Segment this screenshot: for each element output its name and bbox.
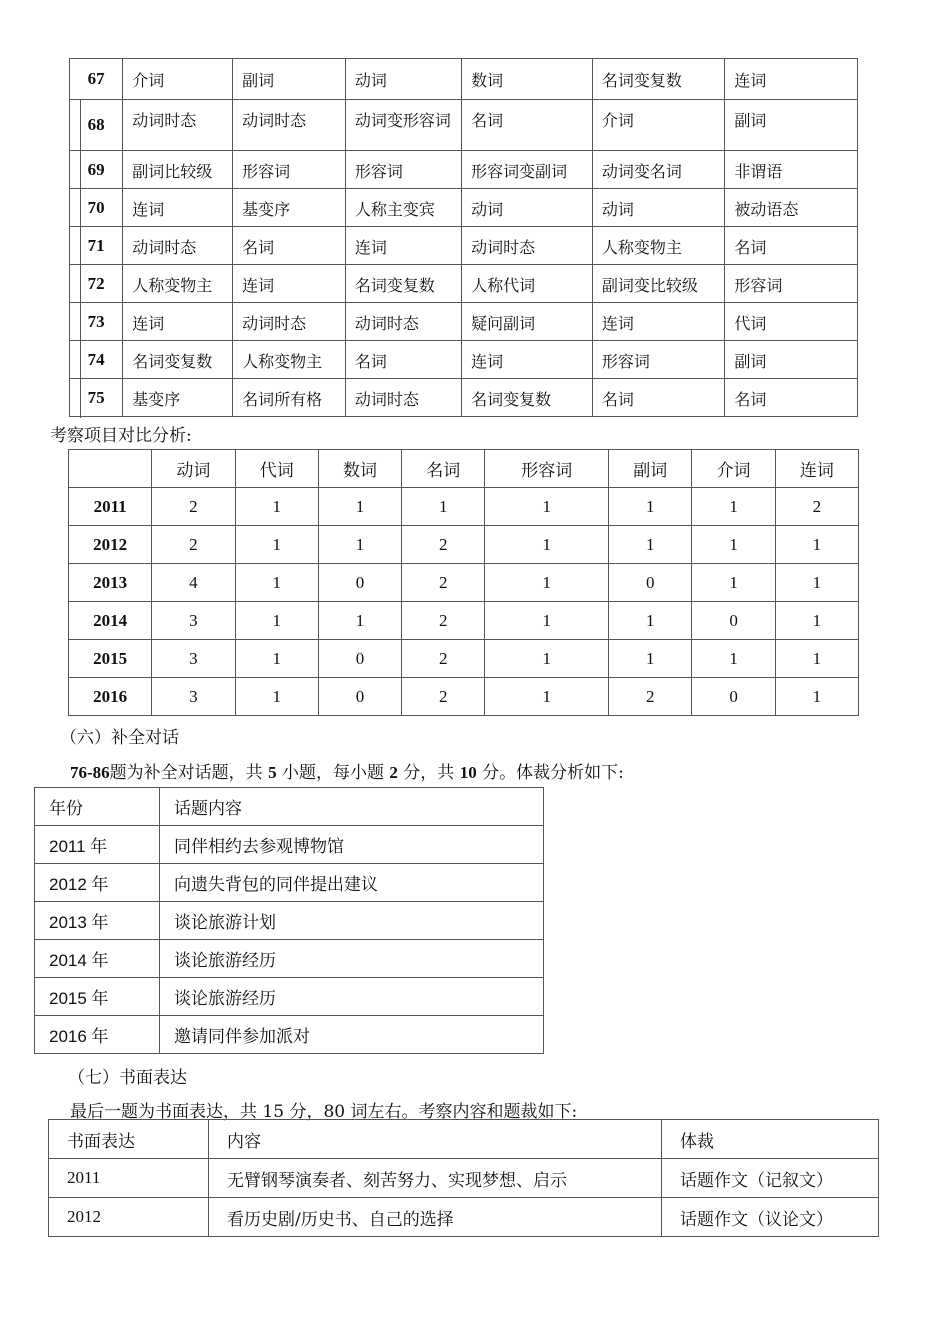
count-cell: 1	[775, 564, 858, 602]
question-number: 67	[70, 59, 123, 100]
table-cell: 动词变形容词	[345, 100, 461, 151]
table-row	[35, 978, 544, 1016]
table-cell: 连词	[123, 303, 233, 341]
count-cell: 3	[152, 602, 235, 640]
table-cell: 形容词	[725, 265, 858, 303]
table-cell: 名词	[345, 341, 461, 379]
year-cell: 2013	[69, 564, 152, 602]
table-header-row	[49, 1120, 879, 1159]
table-cell: 人称变物主	[123, 265, 233, 303]
column-header: 代词	[235, 450, 318, 488]
count-cell: 1	[235, 526, 318, 564]
year-cell: 2012	[69, 526, 152, 564]
table-cell: 动词时态	[462, 227, 593, 265]
count-cell: 1	[235, 564, 318, 602]
table-cell: 动词时态	[123, 100, 233, 151]
table-cell: 形容词变副词	[462, 151, 593, 189]
column-header: 动词	[152, 450, 235, 488]
count-cell: 1	[402, 488, 485, 526]
question-number: 70	[70, 189, 123, 227]
table-cell: 非谓语	[725, 151, 858, 189]
table-row	[70, 265, 858, 303]
count-cell: 2	[402, 602, 485, 640]
content-cell: 看历史剧/历史书、自己的选择	[209, 1198, 662, 1237]
year-cell: 2011	[49, 1159, 209, 1198]
table-cell: 副词变比较级	[592, 265, 725, 303]
table-cell: 动词变名词	[592, 151, 725, 189]
table-row	[69, 602, 859, 640]
table-cell: 动词时态	[233, 303, 346, 341]
table-cell: 人称主变宾	[345, 189, 461, 227]
year-cell: 2011	[69, 488, 152, 526]
count-cell: 1	[692, 640, 775, 678]
count-cell: 2	[152, 526, 235, 564]
table-cell: 名词所有格	[233, 379, 346, 417]
table-cell: 连词	[725, 59, 858, 100]
year-cell: 2016 年	[35, 1016, 160, 1054]
count-cell: 1	[318, 488, 401, 526]
table-cell: 数词	[462, 59, 593, 100]
count-cell: 2	[402, 526, 485, 564]
table-row	[70, 100, 858, 151]
topic-cell: 谈论旅游经历	[160, 940, 544, 978]
table-cell: 名词变复数	[123, 341, 233, 379]
topic-cell: 同伴相约去参观博物馆	[160, 826, 544, 864]
table-cell: 连词	[592, 303, 725, 341]
table-row	[69, 678, 859, 716]
table-cell: 连词	[233, 265, 346, 303]
year-cell: 2015	[69, 640, 152, 678]
topic-cell: 邀请同伴参加派对	[160, 1016, 544, 1054]
table-row	[35, 940, 544, 978]
count-cell: 0	[318, 564, 401, 602]
column-header: 连词	[775, 450, 858, 488]
question-number: 73	[70, 303, 123, 341]
column-header: 介词	[692, 450, 775, 488]
table-header-row	[35, 788, 544, 826]
table-header-row	[69, 450, 859, 488]
table-cell: 名词	[233, 227, 346, 265]
count-cell: 1	[485, 564, 609, 602]
column-header	[69, 450, 152, 488]
count-cell: 1	[485, 678, 609, 716]
table-cell: 名词	[592, 379, 725, 417]
table-cell: 动词时态	[233, 100, 346, 151]
table-cell: 动词	[592, 189, 725, 227]
count-cell: 1	[318, 602, 401, 640]
table-row	[49, 1198, 879, 1237]
table-row	[35, 902, 544, 940]
topic-cell: 谈论旅游经历	[160, 978, 544, 1016]
count-cell: 0	[318, 678, 401, 716]
count-cell: 1	[485, 602, 609, 640]
column-header: 话题内容	[160, 788, 544, 826]
count-cell: 0	[692, 602, 775, 640]
table-cell: 被动语态	[725, 189, 858, 227]
column-header: 体裁	[662, 1120, 879, 1159]
table-cell: 形容词	[345, 151, 461, 189]
count-cell: 2	[775, 488, 858, 526]
count-cell: 0	[692, 678, 775, 716]
table-cell: 名词	[725, 227, 858, 265]
count-cell: 2	[402, 678, 485, 716]
table-cell: 动词	[345, 59, 461, 100]
count-cell: 1	[318, 526, 401, 564]
section-7-heading: （七）书面表达	[68, 1068, 187, 1088]
table-cell: 名词变复数	[345, 265, 461, 303]
count-cell: 2	[402, 640, 485, 678]
count-cell: 1	[235, 678, 318, 716]
table-cell: 人称代词	[462, 265, 593, 303]
section-6-heading: （六）补全对话	[60, 728, 179, 748]
question-number: 74	[70, 341, 123, 379]
writing-topics-table	[48, 1119, 879, 1237]
count-cell: 1	[609, 602, 692, 640]
table-cell: 代词	[725, 303, 858, 341]
count-cell: 1	[485, 640, 609, 678]
column-header: 形容词	[485, 450, 609, 488]
count-cell: 1	[775, 526, 858, 564]
count-cell: 1	[235, 640, 318, 678]
year-cell: 2014 年	[35, 940, 160, 978]
count-cell: 1	[485, 488, 609, 526]
topic-cell: 向遗失背包的同伴提出建议	[160, 864, 544, 902]
analysis-label: 考察项目对比分析:	[50, 426, 192, 446]
table-row	[49, 1159, 879, 1198]
table-cell: 动词时态	[345, 303, 461, 341]
count-cell: 1	[609, 640, 692, 678]
count-cell: 2	[152, 488, 235, 526]
count-cell: 1	[775, 640, 858, 678]
year-cell: 2013 年	[35, 902, 160, 940]
count-cell: 3	[152, 678, 235, 716]
table-cell: 副词比较级	[123, 151, 233, 189]
column-header: 副词	[609, 450, 692, 488]
count-cell: 0	[609, 564, 692, 602]
column-header: 书面表达	[49, 1120, 209, 1159]
count-cell: 1	[692, 488, 775, 526]
category-comparison-table	[68, 449, 859, 716]
count-cell: 1	[235, 488, 318, 526]
table-row	[70, 151, 858, 189]
table-cell: 动词	[462, 189, 593, 227]
table-row	[70, 379, 858, 417]
table-row	[69, 488, 859, 526]
count-cell: 1	[609, 488, 692, 526]
table-row	[70, 227, 858, 265]
genre-cell: 话题作文（记叙文）	[662, 1159, 879, 1198]
count-cell: 4	[152, 564, 235, 602]
dialogue-topics-table	[34, 787, 544, 1054]
count-cell: 1	[775, 678, 858, 716]
table-cell: 基变序	[233, 189, 346, 227]
table-cell: 副词	[725, 341, 858, 379]
year-cell: 2012 年	[35, 864, 160, 902]
table-cell: 动词时态	[123, 227, 233, 265]
count-cell: 1	[692, 526, 775, 564]
question-number: 69	[70, 151, 123, 189]
table-row	[70, 189, 858, 227]
count-cell: 1	[485, 526, 609, 564]
table-row	[69, 640, 859, 678]
table-cell: 动词时态	[345, 379, 461, 417]
table-row	[35, 826, 544, 864]
count-cell: 1	[775, 602, 858, 640]
table-row	[35, 864, 544, 902]
table-cell: 名词变复数	[592, 59, 725, 100]
table-cell: 基变序	[123, 379, 233, 417]
count-cell: 0	[318, 640, 401, 678]
table-row	[69, 526, 859, 564]
section-6-intro: 76-86题为补全对话题，共 5 小题，每小题 2 分，共 10 分。体裁分析如下:	[70, 763, 624, 783]
table-row	[35, 1016, 544, 1054]
table-row	[70, 303, 858, 341]
content-cell: 无臂钢琴演奏者、刻苦努力、实现梦想、启示	[209, 1159, 662, 1198]
year-cell: 2011 年	[35, 826, 160, 864]
genre-cell: 话题作文（议论文）	[662, 1198, 879, 1237]
question-number: 75	[70, 379, 123, 417]
count-cell: 3	[152, 640, 235, 678]
question-number: 71	[70, 227, 123, 265]
grammar-points-table	[69, 58, 858, 417]
table-cell: 副词	[233, 59, 346, 100]
year-cell: 2016	[69, 678, 152, 716]
table-row	[70, 59, 858, 100]
table-cell: 人称变物主	[592, 227, 725, 265]
table-cell: 人称变物主	[233, 341, 346, 379]
count-cell: 1	[235, 602, 318, 640]
column-header: 名词	[402, 450, 485, 488]
table-cell: 连词	[462, 341, 593, 379]
count-cell: 2	[609, 678, 692, 716]
table-cell: 疑问副词	[462, 303, 593, 341]
table-cell: 形容词	[592, 341, 725, 379]
year-cell: 2012	[49, 1198, 209, 1237]
table-cell: 名词变复数	[462, 379, 593, 417]
table-cell: 介词	[592, 100, 725, 151]
question-number: 72	[70, 265, 123, 303]
table-row	[69, 564, 859, 602]
table-cell: 副词	[725, 100, 858, 151]
column-header: 数词	[318, 450, 401, 488]
table-cell: 介词	[123, 59, 233, 100]
year-cell: 2014	[69, 602, 152, 640]
table-row	[70, 341, 858, 379]
table-cell: 连词	[345, 227, 461, 265]
table-cell: 形容词	[233, 151, 346, 189]
table-cell: 名词	[725, 379, 858, 417]
column-header: 年份	[35, 788, 160, 826]
year-cell: 2015 年	[35, 978, 160, 1016]
count-cell: 1	[692, 564, 775, 602]
table-cell: 连词	[123, 189, 233, 227]
topic-cell: 谈论旅游计划	[160, 902, 544, 940]
section-7-intro: 最后一题为书面表达，共 15 分，80 词左右。考察内容和题裁如下:	[70, 1102, 578, 1122]
question-number: 68	[70, 100, 123, 151]
count-cell: 1	[609, 526, 692, 564]
table-cell: 名词	[462, 100, 593, 151]
column-header: 内容	[209, 1120, 662, 1159]
count-cell: 2	[402, 564, 485, 602]
